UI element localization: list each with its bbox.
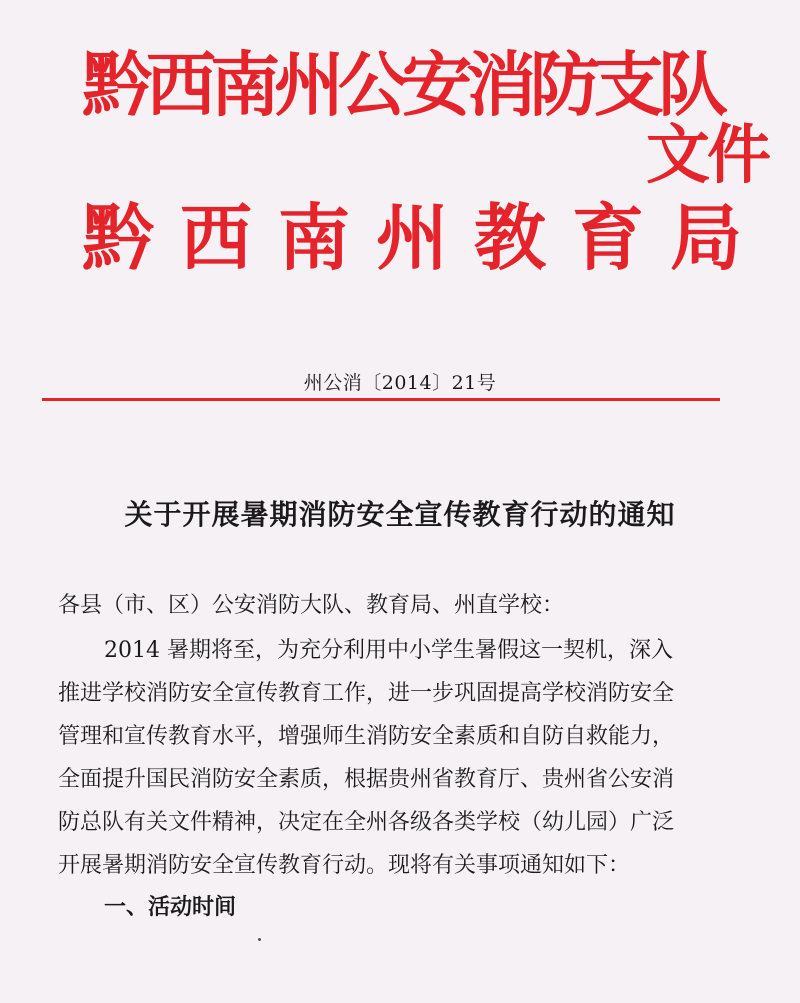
issuing-org-education-bureau: 黔西南州教育局 (82, 196, 769, 280)
body-line: 开展暑期消防安全宣传教育行动。现将有关事项通知如下： (58, 853, 631, 878)
issuing-org-fire-brigade: 黔西南州公安消防支队 (82, 44, 722, 126)
document-number: 州公消〔2014〕21号 (303, 372, 497, 394)
body-line: 管理和宣传教育水平，增强师生消防安全素质和自防自救能力， (58, 724, 675, 749)
red-divider-line (42, 398, 720, 401)
body-line: 2014 暑期将至，为充分利用中小学生暑假这一契机，深入 (104, 638, 673, 663)
document-title: 关于开展暑期消防安全宣传教育行动的通知 (124, 498, 676, 531)
salutation: 各县（市、区）公安消防大队、教育局、州直学校： (58, 593, 565, 618)
paper-speck (258, 938, 261, 941)
section-heading: 一、活动时间 (104, 895, 237, 920)
body-line: 防总队有关文件精神，决定在全州各级各类学校（幼儿园）广泛 (58, 810, 675, 835)
body-line: 全面提升国民消防安全素质，根据贵州省教育厅、贵州省公安消 (58, 767, 675, 792)
body-line: 推进学校消防安全宣传教育工作，进一步巩固提高学校消防安全 (58, 681, 675, 706)
document-type-label: 文件 (646, 119, 768, 193)
